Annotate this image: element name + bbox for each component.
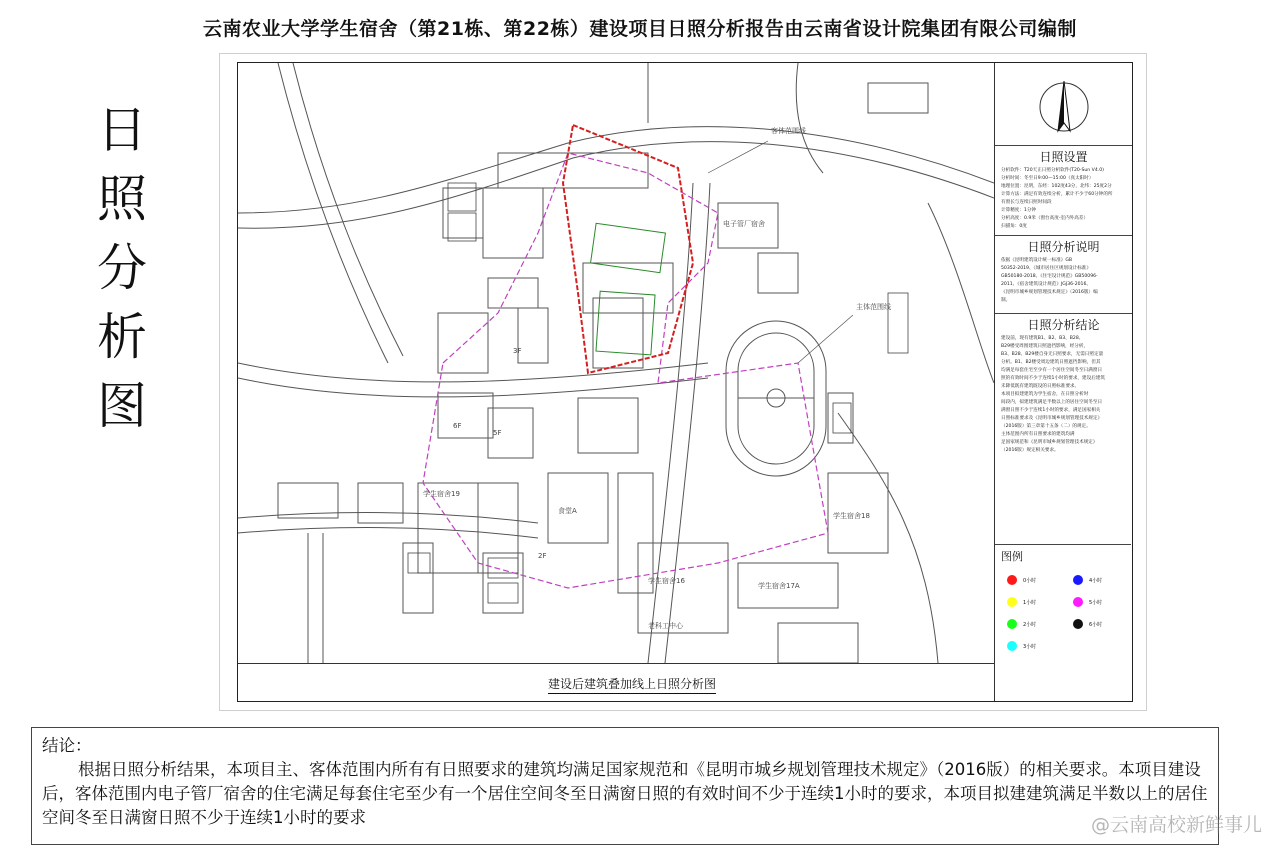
analysis-notes-title: 日照分析说明 — [1027, 240, 1100, 254]
conclusion-paragraph: 根据日照分析结果，本项目主、客体范围内所有有日照要求的建筑均满足国家规范和《昆明市城乡规划管理技术规定》（2016版）的相关要求。本项目建设后，客体范围内电子管厂宿舍的住宅满足每套住宅至少有一个居住空间冬至日满窗日照的有效时间不少于连续1小时的要求，本项目拟建建筑满足半数以上的居住空间冬至日满窗日照不少于连续1小时的要求 — [42, 760, 1208, 827]
dorm-17a-label: 学生宿舍17A — [758, 582, 800, 590]
settings-line: 分析软件：T20天正日照分析软件(T20-Sun V4.0) — [1001, 168, 1104, 173]
north-arrow-icon — [995, 63, 1133, 141]
settings-line: 分析时间：冬至日9:00—15:00（真太阳时） — [1001, 176, 1094, 181]
notes-line: 依据《昆明建筑设计统一标准》GB — [1001, 258, 1073, 263]
analysis-notes-text — [995, 257, 1132, 305]
side-title-char: 图 — [97, 377, 147, 435]
road — [928, 203, 994, 383]
legend-label: 5小时 — [1089, 599, 1103, 606]
sunlight-settings-title: 日照设置 — [1039, 150, 1088, 164]
legend-title: 图例 — [1001, 550, 1023, 563]
legend-label: 6小时 — [1089, 621, 1103, 628]
watermark: @云南高校新鲜事儿 — [1090, 814, 1262, 836]
notes-line: 《昆明市城乡规划管理技术规定》（2016版）编 — [1001, 290, 1098, 295]
conclusion-line: 建设前，现有建筑B1、B2、B3、B28、 — [1001, 336, 1084, 341]
building — [483, 188, 543, 258]
conclusion-line: B3、B28、B29楼自身无日照要求，无需日照定量 — [1001, 352, 1104, 357]
conclusion-line: 主体范围内所有日照要求的建筑均满 — [1001, 432, 1075, 437]
conclusion-line: B29楼受周围建筑日照遮挡影响，经分析， — [1001, 344, 1089, 349]
road — [796, 63, 823, 173]
building — [438, 393, 493, 438]
activity-center-label: 老科工中心 — [648, 622, 683, 630]
legend-item — [1007, 619, 1036, 629]
project-building-22 — [596, 291, 655, 355]
road — [648, 183, 693, 663]
conclusion-line: 未降低既有建筑既设的日照标准要求。 — [1001, 384, 1080, 389]
legend-swatch — [1073, 619, 1083, 629]
side-title-char: 照 — [97, 170, 147, 228]
analysis-notes-section — [995, 235, 1132, 305]
dorm-16-label: 学生宿舍16 — [648, 577, 685, 585]
legend-label: 3小时 — [1023, 643, 1037, 650]
site-map — [238, 63, 994, 663]
legend-section — [995, 544, 1131, 701]
settings-line: 地理位置：昆明，东经：102度43分，北纬：25度2分 — [1001, 184, 1112, 189]
building — [358, 483, 403, 523]
legend-item — [1073, 619, 1102, 629]
building — [583, 263, 673, 313]
road — [238, 363, 708, 382]
legend-item — [1073, 575, 1102, 585]
main-boundary-line — [563, 125, 693, 373]
sunlight-settings-text — [995, 167, 1132, 231]
floor-label: 3F — [513, 347, 522, 355]
legend-swatch — [1007, 619, 1017, 629]
building — [638, 543, 728, 633]
settings-line: 计算方法：满足有效连续分析，累计不少于60分钟的所 — [1001, 192, 1113, 197]
road — [238, 378, 708, 397]
floor-label: 2F — [538, 552, 547, 560]
building — [593, 298, 643, 368]
settings-line: 扫描角：0度 — [1001, 224, 1027, 229]
road — [238, 127, 994, 213]
road — [238, 528, 538, 538]
building — [758, 253, 798, 293]
legend-label: 2小时 — [1023, 621, 1037, 628]
notes-line: 制。 — [1001, 298, 1011, 303]
legend-swatch — [1007, 641, 1017, 651]
page-title: 云南农业大学学生宿舍（第21栋、第22栋）建设项目日照分析报告由云南省设计院集团有限公司编制 — [203, 18, 1077, 40]
guest-boundary-line — [423, 153, 828, 588]
project-building-21 — [591, 223, 666, 272]
legend-item — [1007, 575, 1036, 585]
road — [665, 183, 710, 663]
conclusion-line: 本项目拟建建筑为学生宿舍，在日照分析时 — [1001, 392, 1089, 397]
electronics-dorm-label: 电子管厂宿舍 — [723, 220, 765, 228]
building — [828, 393, 853, 443]
guest-boundary-label: 客体范围线 — [771, 127, 806, 135]
legend-item — [1007, 641, 1036, 651]
building — [478, 483, 518, 573]
analysis-conclusion-title: 日照分析结论 — [1027, 318, 1100, 332]
sunlight-settings-section — [995, 145, 1132, 231]
side-title-char: 日 — [97, 101, 147, 159]
conclusion-line: 分析。B1、B2楼受周边建筑日照遮挡影响，但其 — [1001, 360, 1101, 365]
dorm-19-label: 学生宿舍19 — [423, 490, 460, 498]
conclusion-line: 间段内，拟建建筑满足半数以上的居住空间冬至日 — [1001, 400, 1103, 405]
main-boundary-label: 主体范围线 — [856, 303, 891, 311]
conclusion-line: （2016版）第三章第十五条（二）的规定。 — [1001, 424, 1091, 429]
settings-line: 有窗长与连续日照时间段 — [1001, 200, 1052, 205]
conclusion-line: 日照标准要求及《昆明市城乡规划管理技术规定》 — [1001, 416, 1103, 421]
canteen-a-label: 食堂A — [558, 507, 577, 515]
floor-label: 6F — [453, 422, 462, 430]
building — [578, 398, 638, 453]
conclusion-line: 照的有效时间不少于连续1小时的要求，建设后建筑 — [1001, 376, 1105, 381]
legend-swatch — [1007, 597, 1017, 607]
legend-swatch — [1073, 575, 1083, 585]
analysis-conclusion-section — [995, 313, 1132, 455]
legend-swatch — [1073, 597, 1083, 607]
notes-line: GB50180-2018、《住宅设计规范》GB50096- — [1001, 274, 1098, 279]
conclusion-heading: 结论： — [42, 736, 92, 755]
legend-label: 1小时 — [1023, 599, 1037, 606]
map-caption: 建设后建筑叠加线上日照分析图 — [548, 675, 716, 694]
info-panel — [994, 63, 1132, 701]
side-title-char: 析 — [97, 308, 147, 366]
analysis-conclusion-text — [995, 335, 1132, 455]
building — [438, 313, 488, 373]
legend-item — [1007, 597, 1036, 607]
map-caption-bar — [238, 663, 994, 701]
legend-swatch — [1007, 575, 1017, 585]
conclusion-line: 满窗日照不少于连续1小时的要求，满足国家相关 — [1001, 408, 1101, 413]
building — [548, 473, 608, 543]
dorm-18-label: 学生宿舍18 — [833, 512, 870, 520]
notes-line: 50352-2019、《城市居住区规划设计标准》 — [1001, 266, 1091, 271]
road — [238, 142, 994, 229]
conclusion-box — [31, 727, 1219, 845]
conclusion-line: 均满足每套住宅至少有一个居住空间冬至日满窗日 — [1001, 368, 1103, 373]
building — [518, 308, 548, 363]
side-title — [92, 96, 152, 441]
legend-item — [1073, 597, 1102, 607]
building — [868, 83, 928, 113]
road — [278, 63, 388, 363]
settings-line: 分析高度：0.9米（窗台高度-室内外高差） — [1001, 216, 1089, 221]
legend-label: 4小时 — [1089, 577, 1103, 584]
building — [778, 623, 858, 663]
conclusion-line: 足国家规范和《昆明市城乡规划管理技术规定》 — [1001, 440, 1098, 445]
floor-label: 5F — [493, 429, 502, 437]
side-title-char: 分 — [97, 239, 147, 297]
notes-line: 2011、《宿舍建筑设计规范》JGJ36-2016、 — [1001, 282, 1091, 287]
settings-line: 计算精度：1分钟 — [1001, 208, 1037, 213]
conclusion-line: （2016版）规定相关要求。 — [1001, 448, 1059, 453]
legend-label: 0小时 — [1023, 577, 1037, 584]
